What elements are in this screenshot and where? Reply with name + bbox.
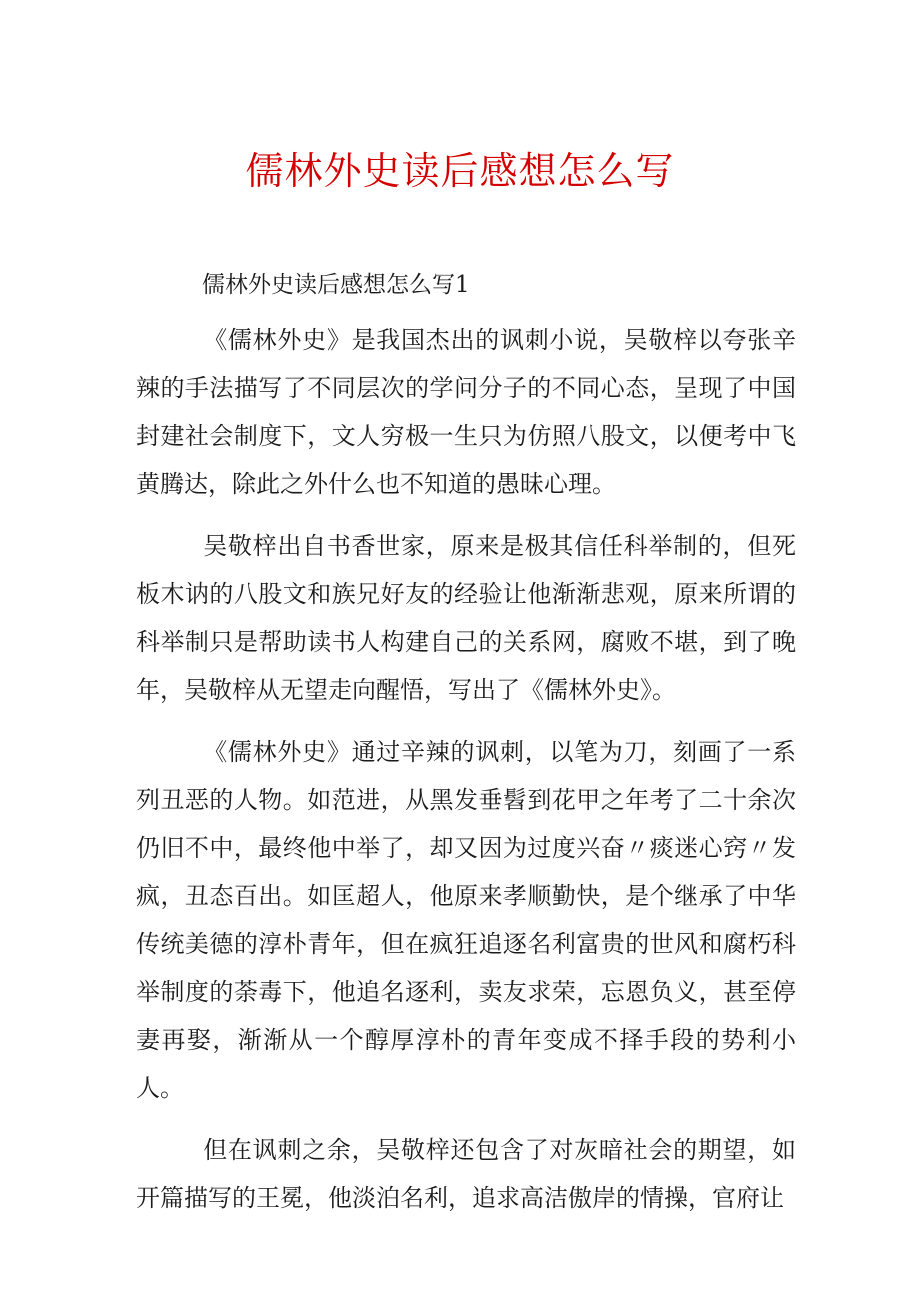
paragraph-1: 《儒林外史》是我国杰出的讽刺小说，吴敬梓以夸张辛辣的手法描写了不同层次的学问分子的不同心态，呈现了中国封建社会制度下，文人穷极一生只为仿照八股文，以便考中飞黄腾达，除此之外什么也不知道的愚昧心理。 (136, 326, 796, 498)
paragraph-3: 《儒林外史》通过辛辣的讽刺，以笔为刀，刻画了一系列丑恶的人物。如范进，从黑发垂髫到花甲之年考了二十余次仍旧不中，最终他中举了，却又因为过度兴奋〃痰迷心窍〃发疯，丑态百出。如匡超人，他原来孝顺勤快，是个继承了中华传统美德的淳朴青年，但在疯狂追逐名利富贵的世风和腐朽科举制度的荼毒下，他追名逐利，卖友求荣，忘恩负义，甚至停妻再娶，渐渐从一个醇厚淳朴的青年变成不择手段的势利小人。 (136, 738, 796, 1102)
paragraph-2: 吴敬梓出自书香世家，原来是极其信任科举制的，但死板木讷的八股文和族兄好友的经验让他渐渐悲观，原来所谓的科举制只是帮助读书人构建自己的关系网，腐败不堪，到了晚年，吴敬梓从无望走向醒悟，写出了《儒林外史》。 (136, 532, 796, 704)
article-body (136, 262, 796, 1236)
paragraph-4: 但在讽刺之余，吴敬梓还包含了对灰暗社会的期望，如开篇描写的王冕，他淡泊名利，追求高洁傲岸的情操，官府让 (136, 1136, 796, 1212)
section-heading: 儒林外史读后感想怎么写1 (202, 272, 470, 298)
document-title: 儒林外史读后感想怎么写 (245, 149, 675, 193)
